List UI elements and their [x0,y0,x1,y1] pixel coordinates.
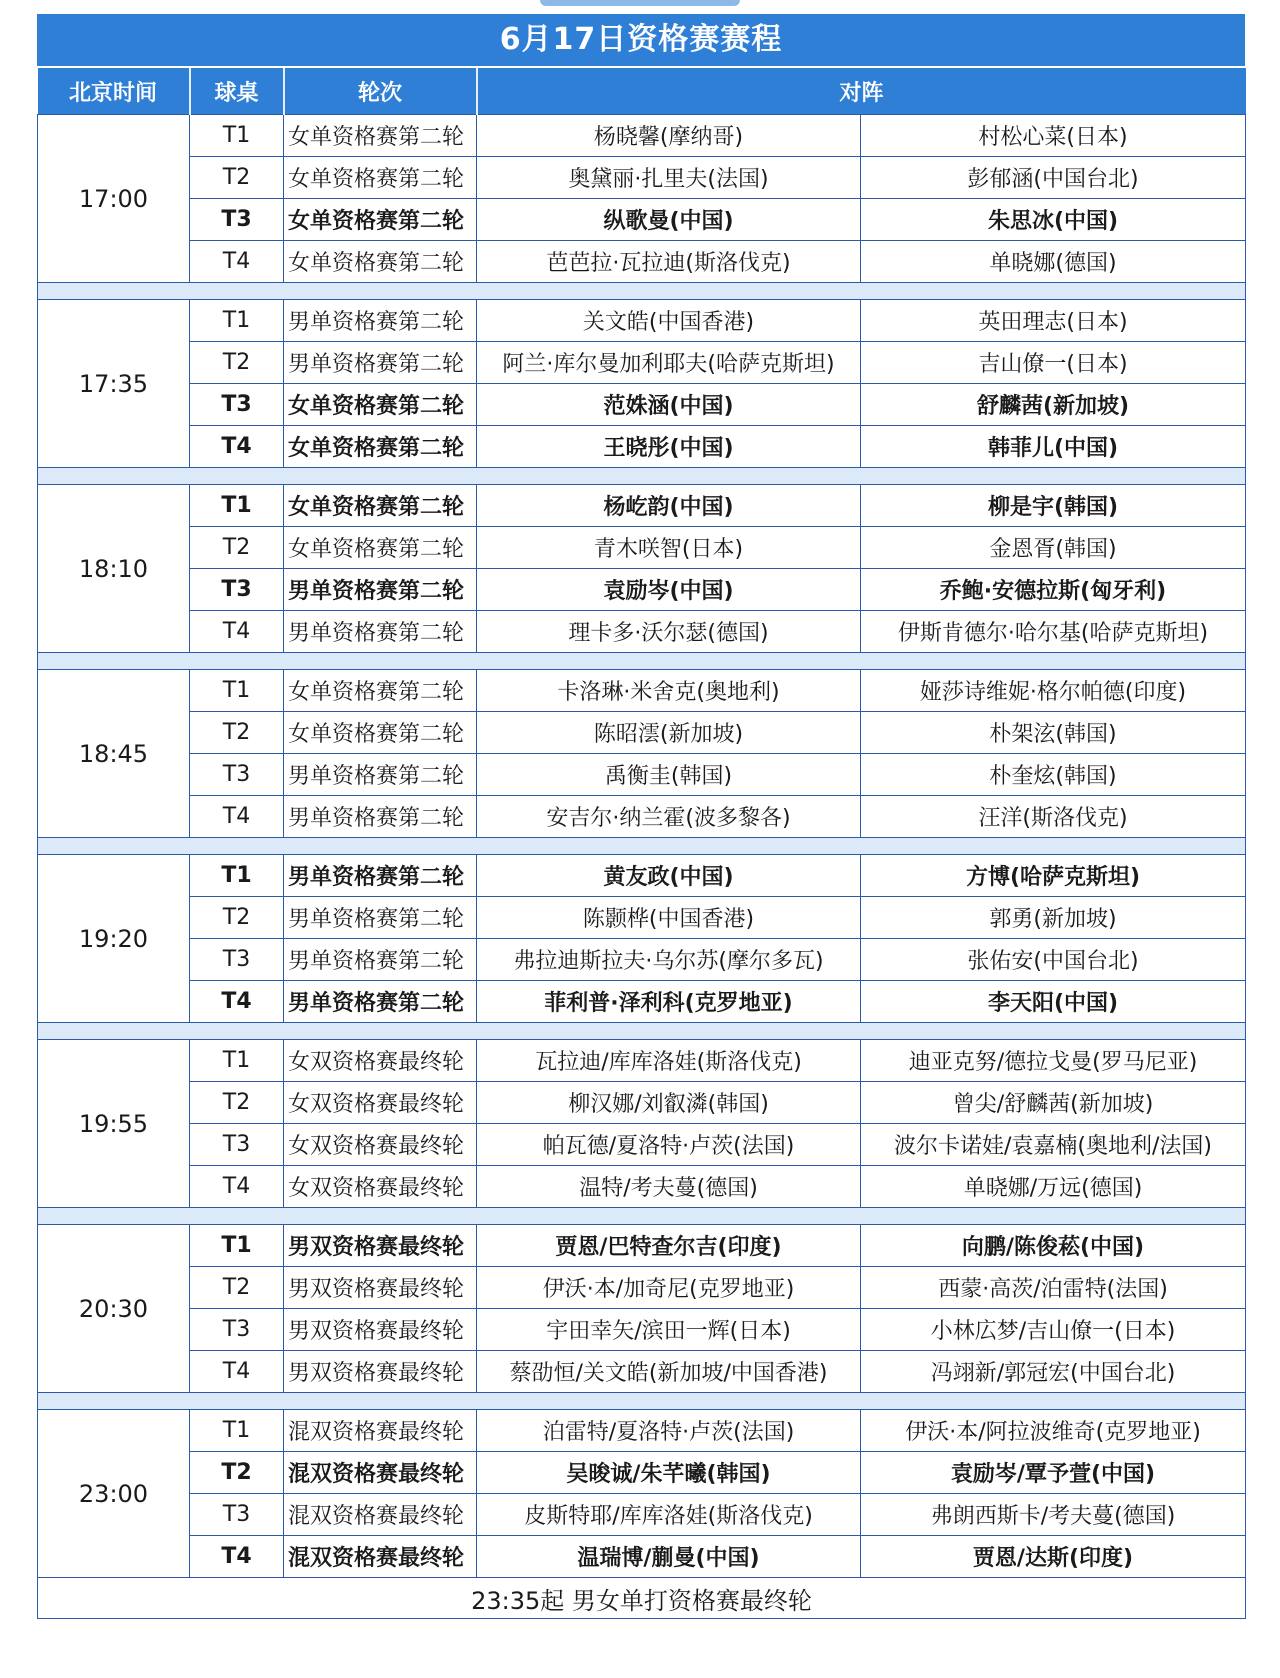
round-name: 女单资格赛第二轮 [284,712,477,754]
match-row [38,300,1246,342]
player-2: 英田理志(日本) [861,300,1246,342]
schedule-table [37,68,1246,1619]
round-name: 女单资格赛第二轮 [284,384,477,426]
player-1: 帕瓦德/夏洛特·卢茨(法国) [477,1124,861,1166]
table-number: T3 [190,199,284,241]
session-separator [38,653,1246,670]
player-1: 黄友政(中国) [477,855,861,897]
player-1: 蔡劭恒/关文皓(新加坡/中国香港) [477,1351,861,1393]
session-time: 19:20 [38,855,190,1023]
table-number: T4 [190,611,284,653]
round-name: 混双资格赛最终轮 [284,1452,477,1494]
player-2: 伊沃·本/阿拉波维奇(克罗地亚) [861,1410,1246,1452]
player-2: 冯翊新/郭冠宏(中国台北) [861,1351,1246,1393]
schedule-body [38,115,1246,1619]
player-1: 杨晓馨(摩纳哥) [477,115,861,157]
schedule-card [37,14,1245,1619]
player-1: 禹衡圭(韩国) [477,754,861,796]
player-1: 芭芭拉·瓦拉迪(斯洛伐克) [477,241,861,283]
player-1: 温特/考夫蔓(德国) [477,1166,861,1208]
table-number: T4 [190,426,284,468]
session-separator [38,1023,1246,1040]
player-2: 彭郁涵(中国台北) [861,157,1246,199]
player-2: 村松心菜(日本) [861,115,1246,157]
player-2: 金恩胥(韩国) [861,527,1246,569]
session-separator [38,1393,1246,1410]
match-row [38,670,1246,712]
player-2: 曾尖/舒麟茜(新加坡) [861,1082,1246,1124]
round-name: 混双资格赛最终轮 [284,1410,477,1452]
round-name: 女单资格赛第二轮 [284,426,477,468]
table-number: T3 [190,569,284,611]
player-2: 李天阳(中国) [861,981,1246,1023]
player-1: 泊雷特/夏洛特·卢茨(法国) [477,1410,861,1452]
player-2: 吉山僚一(日本) [861,342,1246,384]
table-number: T2 [190,342,284,384]
player-2: 袁励岑/覃予萱(中国) [861,1452,1246,1494]
round-name: 男双资格赛最终轮 [284,1225,477,1267]
player-2: 朱思冰(中国) [861,199,1246,241]
player-1: 伊沃·本/加奇尼(克罗地亚) [477,1267,861,1309]
schedule-title: 6月17日资格赛赛程 [37,14,1245,68]
player-1: 柳汉娜/刘叡潾(韩国) [477,1082,861,1124]
player-1: 陈颢桦(中国香港) [477,897,861,939]
player-1: 陈昭澐(新加坡) [477,712,861,754]
table-number: T3 [190,754,284,796]
table-number: T4 [190,241,284,283]
player-2: 韩菲儿(中国) [861,426,1246,468]
player-2: 张佑安(中国台北) [861,939,1246,981]
player-2: 贾恩/达斯(印度) [861,1536,1246,1578]
logo-fragment [540,0,740,6]
player-2: 单晓娜(德国) [861,241,1246,283]
match-row [38,897,1246,939]
match-row [38,981,1246,1023]
round-name: 男单资格赛第二轮 [284,342,477,384]
player-1: 范姝涵(中国) [477,384,861,426]
round-name: 女单资格赛第二轮 [284,527,477,569]
table-number: T1 [190,115,284,157]
match-row [38,426,1246,468]
match-row [38,855,1246,897]
player-2: 乔鲍·安德拉斯(匈牙利) [861,569,1246,611]
match-row [38,241,1246,283]
round-name: 女单资格赛第二轮 [284,241,477,283]
table-number: T4 [190,1536,284,1578]
player-1: 皮斯特耶/库库洛娃(斯洛伐克) [477,1494,861,1536]
round-name: 男双资格赛最终轮 [284,1267,477,1309]
match-row [38,1124,1246,1166]
player-2: 弗朗西斯卡/考夫蔓(德国) [861,1494,1246,1536]
round-name: 男单资格赛第二轮 [284,897,477,939]
player-1: 安吉尔·纳兰霍(波多黎各) [477,796,861,838]
table-number: T1 [190,855,284,897]
header-row [38,68,1246,115]
session-time: 20:30 [38,1225,190,1393]
match-row [38,199,1246,241]
player-2: 朴架泫(韩国) [861,712,1246,754]
player-1: 弗拉迪斯拉夫·乌尔苏(摩尔多瓦) [477,939,861,981]
table-number: T3 [190,1309,284,1351]
player-2: 方博(哈萨克斯坦) [861,855,1246,897]
round-name: 男单资格赛第二轮 [284,611,477,653]
player-1: 贾恩/巴特查尔吉(印度) [477,1225,861,1267]
table-number: T2 [190,897,284,939]
player-1: 杨屹韵(中国) [477,485,861,527]
table-number: T1 [190,485,284,527]
player-2: 西蒙·高茨/泊雷特(法国) [861,1267,1246,1309]
match-row [38,1267,1246,1309]
session-separator [38,283,1246,300]
table-number: T3 [190,1124,284,1166]
header-matchup: 对阵 [477,68,1246,115]
match-row [38,1040,1246,1082]
table-number: T2 [190,1452,284,1494]
match-row [38,939,1246,981]
match-row [38,1351,1246,1393]
separator-cell [38,468,1246,485]
player-1: 宇田幸矢/滨田一辉(日本) [477,1309,861,1351]
round-name: 男单资格赛第二轮 [284,939,477,981]
match-row [38,796,1246,838]
player-1: 袁励岑(中国) [477,569,861,611]
round-name: 女单资格赛第二轮 [284,199,477,241]
header-table: 球桌 [190,68,284,115]
match-row [38,1082,1246,1124]
match-row [38,1452,1246,1494]
round-name: 男单资格赛第二轮 [284,754,477,796]
match-row [38,611,1246,653]
player-2: 伊斯肯德尔·哈尔基(哈萨克斯坦) [861,611,1246,653]
header-round: 轮次 [284,68,477,115]
round-name: 男单资格赛第二轮 [284,796,477,838]
match-row [38,712,1246,754]
session-separator [38,1208,1246,1225]
player-1: 关文皓(中国香港) [477,300,861,342]
round-name: 女单资格赛第二轮 [284,485,477,527]
match-row [38,569,1246,611]
table-number: T2 [190,157,284,199]
player-2: 柳是宇(韩国) [861,485,1246,527]
table-number: T1 [190,1410,284,1452]
match-row [38,1410,1246,1452]
table-number: T1 [190,1225,284,1267]
player-2: 迪亚克努/德拉戈曼(罗马尼亚) [861,1040,1246,1082]
round-name: 男单资格赛第二轮 [284,855,477,897]
footer-row [38,1578,1246,1619]
round-name: 男单资格赛第二轮 [284,981,477,1023]
round-name: 女单资格赛第二轮 [284,670,477,712]
separator-cell [38,653,1246,670]
match-row [38,1225,1246,1267]
table-number: T1 [190,1040,284,1082]
player-2: 向鹏/陈俊菘(中国) [861,1225,1246,1267]
player-1: 奥黛丽·扎里夫(法国) [477,157,861,199]
player-1: 温瑞博/蒯曼(中国) [477,1536,861,1578]
session-time: 18:45 [38,670,190,838]
round-name: 男双资格赛最终轮 [284,1309,477,1351]
match-row [38,384,1246,426]
table-number: T4 [190,1166,284,1208]
table-number: T4 [190,1351,284,1393]
header-time: 北京时间 [38,68,190,115]
round-name: 混双资格赛最终轮 [284,1536,477,1578]
table-number: T2 [190,1082,284,1124]
session-separator [38,468,1246,485]
match-row [38,527,1246,569]
session-time: 17:00 [38,115,190,283]
player-2: 小林広梦/吉山僚一(日本) [861,1309,1246,1351]
separator-cell [38,1208,1246,1225]
top-strip [0,0,1280,12]
player-1: 卡洛琳·米舍克(奥地利) [477,670,861,712]
player-1: 青木咲智(日本) [477,527,861,569]
match-row [38,1309,1246,1351]
table-number: T1 [190,670,284,712]
round-name: 男单资格赛第二轮 [284,300,477,342]
player-1: 瓦拉迪/库库洛娃(斯洛伐克) [477,1040,861,1082]
match-row [38,115,1246,157]
session-time: 17:35 [38,300,190,468]
round-name: 女双资格赛最终轮 [284,1082,477,1124]
match-row [38,157,1246,199]
player-1: 吴晙诚/朱芊曦(韩国) [477,1452,861,1494]
separator-cell [38,1393,1246,1410]
table-number: T4 [190,796,284,838]
player-2: 娅莎诗维妮·格尔帕德(印度) [861,670,1246,712]
table-number: T2 [190,712,284,754]
round-name: 混双资格赛最终轮 [284,1494,477,1536]
table-number: T2 [190,1267,284,1309]
table-number: T2 [190,527,284,569]
player-2: 汪洋(斯洛伐克) [861,796,1246,838]
round-name: 女单资格赛第二轮 [284,157,477,199]
player-2: 波尔卡诺娃/袁嘉楠(奥地利/法国) [861,1124,1246,1166]
player-2: 单晓娜/万远(德国) [861,1166,1246,1208]
round-name: 男单资格赛第二轮 [284,569,477,611]
match-row [38,1536,1246,1578]
session-time: 23:00 [38,1410,190,1578]
table-number: T3 [190,939,284,981]
table-number: T1 [190,300,284,342]
match-row [38,1494,1246,1536]
separator-cell [38,1023,1246,1040]
player-1: 阿兰·库尔曼加利耶夫(哈萨克斯坦) [477,342,861,384]
round-name: 女单资格赛第二轮 [284,115,477,157]
round-name: 女双资格赛最终轮 [284,1166,477,1208]
table-number: T3 [190,384,284,426]
match-row [38,1166,1246,1208]
player-1: 王晓彤(中国) [477,426,861,468]
footer-note: 23:35起 男女单打资格赛最终轮 [38,1578,1246,1619]
session-separator [38,838,1246,855]
separator-cell [38,283,1246,300]
table-number: T4 [190,981,284,1023]
session-time: 18:10 [38,485,190,653]
separator-cell [38,838,1246,855]
session-time: 19:55 [38,1040,190,1208]
player-2: 郭勇(新加坡) [861,897,1246,939]
player-2: 舒麟茜(新加坡) [861,384,1246,426]
match-row [38,342,1246,384]
player-1: 纵歌曼(中国) [477,199,861,241]
player-2: 朴奎炫(韩国) [861,754,1246,796]
match-row [38,754,1246,796]
round-name: 女双资格赛最终轮 [284,1040,477,1082]
match-row [38,485,1246,527]
round-name: 男双资格赛最终轮 [284,1351,477,1393]
table-number: T3 [190,1494,284,1536]
player-1: 菲利普·泽利科(克罗地亚) [477,981,861,1023]
player-1: 理卡多·沃尔瑟(德国) [477,611,861,653]
round-name: 女双资格赛最终轮 [284,1124,477,1166]
